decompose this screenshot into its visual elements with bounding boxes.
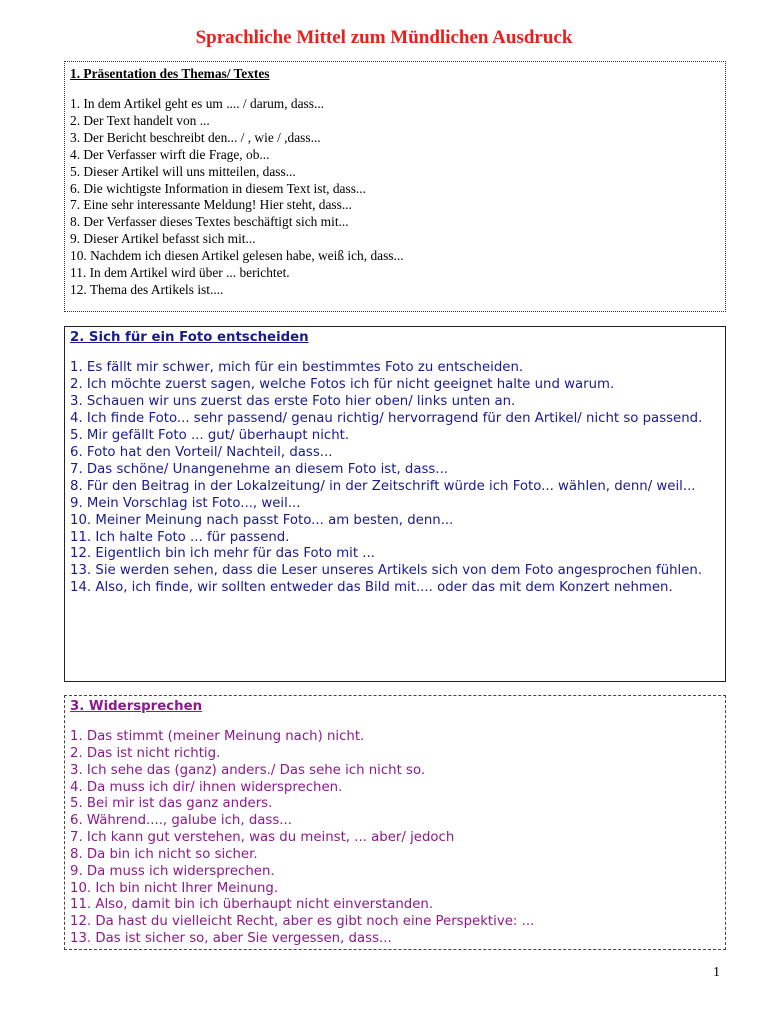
phrase-item: 13. Das ist sicher so, aber Sie vergessen, dass... — [70, 931, 392, 947]
phrase-item: 1. Es fällt mir schwer, mich für ein bestimmtes Foto zu entscheiden. — [70, 360, 524, 375]
phrase-item: 12. Da hast du vielleicht Recht, aber es gibt noch eine Perspektive: ... — [70, 914, 535, 930]
phrase-item: 9. Da muss ich widersprechen. — [70, 863, 275, 879]
phrase-item: 6. Die wichtigste Information in diesem Text ist, dass... — [70, 180, 366, 196]
phrase-item: 7. Das schöne/ Unangenehme an diesem Foto ist, dass... — [70, 461, 449, 477]
phrase-item: 3. Ich sehe das (ganz) anders./ Das sehe ich nicht so. — [70, 762, 426, 778]
phrase-item: 12. Thema des Artikels ist.... — [70, 281, 224, 297]
section-choose-photo — [64, 326, 726, 682]
phrase-item: 5. Bei mir ist das ganz anders. — [70, 796, 273, 812]
phrase-item: 10. Ich bin nicht Ihrer Meinung. — [70, 880, 279, 896]
phrase-item: 14. Also, ich finde, wir sollten entweder das Bild mit.... oder das mit dem Konzert nehmen. — [70, 580, 673, 596]
phrase-item: 1. In dem Artikel geht es um .... / darum, dass... — [70, 96, 325, 111]
section-contradict — [64, 695, 726, 950]
phrase-item: 1. Das stimmt (meiner Meinung nach) nicht. — [70, 729, 365, 744]
phrase-item: 7. Eine sehr interessante Meldung! Hier steht, dass... — [70, 197, 352, 213]
phrase-item: 2. Ich möchte zuerst sagen, welche Fotos ich für nicht geeignet halte und warum. — [70, 376, 615, 392]
phrase-item: 3. Der Bericht beschreibt den... / , wie / ,dass... — [70, 129, 321, 145]
phrase-item: 5. Dieser Artikel will uns mitteilen, dass... — [70, 163, 296, 179]
phrase-item: 11. Ich halte Foto ... für passend. — [70, 529, 290, 545]
phrase-list — [70, 729, 719, 948]
phrase-item: 11. In dem Artikel wird über ... berichtet. — [70, 265, 290, 281]
phrase-list — [70, 96, 720, 299]
phrase-item: 4. Ich finde Foto... sehr passend/ genau richtig/ hervorragend für den Artikel/ nicht so passend. — [70, 410, 703, 426]
section-heading: 3. Widersprechen — [70, 699, 203, 714]
phrase-item: 2. Der Text handelt von ... — [70, 112, 210, 128]
phrase-item: 8. Der Verfasser dieses Textes beschäftigt sich mit... — [70, 214, 349, 230]
phrase-item: 6. Foto hat den Vorteil/ Nachteil, dass... — [70, 444, 333, 460]
phrase-item: 8. Da bin ich nicht so sicher. — [70, 846, 258, 862]
section-heading: 2. Sich für ein Foto entscheiden — [70, 330, 309, 345]
section-presentation — [64, 61, 726, 312]
phrase-item: 5. Mir gefällt Foto ... gut/ überhaupt nicht. — [70, 427, 350, 443]
phrase-item: 10. Meiner Meinung nach passt Foto... am besten, denn... — [70, 512, 454, 528]
phrase-item: 6. Während...., galube ich, dass... — [70, 813, 292, 829]
phrase-item: 8. Für den Beitrag in der Lokalzeitung/ in der Zeitschrift würde ich Foto... wählen, denn/ weil... — [70, 478, 696, 494]
phrase-item: 3. Schauen wir uns zuerst das erste Foto hier oben/ links unten an. — [70, 393, 516, 409]
phrase-item: 10. Nachdem ich diesen Artikel gelesen habe, weiß ich, dass... — [70, 248, 404, 264]
phrase-item: 7. Ich kann gut verstehen, was du meinst, ... aber/ jedoch — [70, 830, 455, 846]
phrase-item: 11. Also, damit bin ich überhaupt nicht einverstanden. — [70, 897, 434, 913]
page-number: 1 — [713, 965, 720, 980]
phrase-item: 4. Da muss ich dir/ ihnen widersprechen. — [70, 779, 343, 795]
section-heading: 1. Präsentation des Themas/ Textes — [70, 66, 270, 81]
phrase-item: 9. Mein Vorschlag ist Foto..., weil... — [70, 495, 301, 511]
phrase-item: 2. Das ist nicht richtig. — [70, 745, 221, 761]
phrase-item: 9. Dieser Artikel befasst sich mit... — [70, 231, 256, 247]
phrase-item: 4. Der Verfasser wirft die Frage, ob... — [70, 146, 270, 162]
phrase-item: 13. Sie werden sehen, dass die Leser unseres Artikels sich von dem Foto angesprochen fühlen. — [70, 563, 703, 579]
phrase-item: 12. Eigentlich bin ich mehr für das Foto mit ... — [70, 546, 375, 562]
phrase-list — [70, 360, 719, 597]
page-title: Sprachliche Mittel zum Mündlichen Ausdruck — [195, 27, 573, 48]
